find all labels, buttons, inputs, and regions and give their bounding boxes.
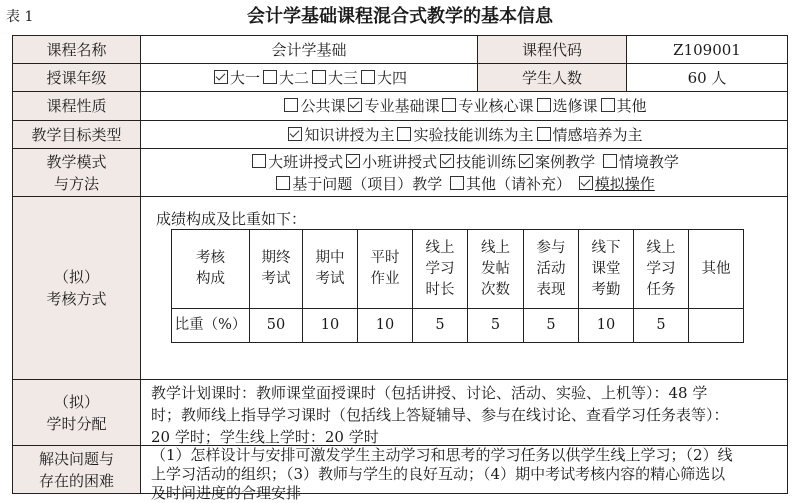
method-option[interactable]: 技能训练 xyxy=(437,153,516,171)
method-option[interactable]: 情境教学 xyxy=(600,153,679,171)
students-label: 学生人数 xyxy=(477,63,627,92)
checkbox-checked-icon xyxy=(348,98,362,112)
course-name-value: 会计学基础 xyxy=(140,35,478,64)
method-option[interactable]: 案例教学 xyxy=(516,153,595,171)
checkbox-icon xyxy=(361,70,375,84)
weight-cell: 5 xyxy=(468,309,524,343)
weight-cell: 5 xyxy=(413,309,468,343)
weight-cell xyxy=(689,309,744,343)
nature-option[interactable]: 专业核心课 xyxy=(439,95,533,117)
weight-values-row xyxy=(172,309,744,343)
methods-label: 教学模式 与方法 xyxy=(12,148,141,197)
course-code-label: 课程代码 xyxy=(477,35,627,64)
objective-option[interactable]: 实验技能训练为主 xyxy=(394,124,533,146)
component-cell: 线上 学习 时长 xyxy=(413,230,468,309)
checkbox-icon xyxy=(601,98,615,112)
assessment-intro: 成绩构成及比重如下： xyxy=(156,210,307,228)
nature-option[interactable]: 选修课 xyxy=(534,95,598,117)
nature-options xyxy=(140,91,788,121)
weight-header-row xyxy=(172,230,744,309)
course-code-value: Z109001 xyxy=(626,35,788,64)
grade-option[interactable]: 大三 xyxy=(309,67,358,89)
weight-cell: 10 xyxy=(303,309,358,343)
table-title: 会计学基础课程混合式教学的基本信息 xyxy=(247,6,553,27)
component-cell: 期中 考试 xyxy=(303,230,358,309)
checkbox-icon xyxy=(450,176,464,190)
checkbox-checked-icon xyxy=(346,154,360,168)
checkbox-icon xyxy=(537,98,551,112)
method-option[interactable]: 大班讲授式 xyxy=(249,153,343,171)
nature-option[interactable]: 公共课 xyxy=(281,95,345,117)
component-cell: 线上 发帖 次数 xyxy=(468,230,524,309)
course-name-label: 课程名称 xyxy=(12,35,141,64)
checkbox-icon xyxy=(276,176,290,190)
nature-option[interactable]: 专业基础课 xyxy=(345,95,439,117)
objective-option[interactable]: 情感培养为主 xyxy=(534,124,643,146)
weight-table xyxy=(171,229,744,343)
grade-options xyxy=(140,63,478,92)
component-cell: 期终 考试 xyxy=(250,230,303,309)
difficulties-text: （1）怎样设计与安排可激发学生主动学习和思考的学习任务以供学生线上学习；（2）线 上学习活动的组织；（3）教师与学生的良好互动；（4）期中考试考核内容的精心筛选以 及时间进度的合理安排 xyxy=(140,445,788,494)
students-value: 60 人 xyxy=(626,63,788,92)
methods-options xyxy=(140,148,788,197)
checkbox-checked-icon xyxy=(214,70,228,84)
component-cell: 平时 作业 xyxy=(358,230,413,309)
checkbox-icon xyxy=(397,127,411,141)
component-cell: 线下 课堂 考勤 xyxy=(579,230,634,309)
component-cell: 其他 xyxy=(689,230,744,309)
checkbox-icon xyxy=(312,70,326,84)
objective-option[interactable]: 知识讲授为主 xyxy=(285,124,394,146)
checkbox-checked-icon xyxy=(519,154,533,168)
hours-label: （拟） 学时分配 xyxy=(12,379,141,446)
weight-cell: 50 xyxy=(250,309,303,343)
nature-option[interactable]: 其他 xyxy=(598,95,647,117)
grade-option[interactable]: 大四 xyxy=(358,67,407,89)
hours-text: 教学计划课时：教师课堂面授课时（包括讲授、讨论、活动、实验、上机等）：48 学 时；教师线上指导学习课时（包括线上答疑辅导、参与在线讨论、查看学习任务表等）： 20 学时；学生线上学时：20 学时 xyxy=(140,379,788,446)
weight-header-label: 考核 构成 xyxy=(172,230,250,309)
method-option[interactable]: 模拟操作 xyxy=(576,175,655,193)
checkbox-icon xyxy=(263,70,277,84)
weight-row-label: 比重（%） xyxy=(172,309,250,343)
grade-option[interactable]: 大一 xyxy=(211,67,260,89)
checkbox-checked-icon xyxy=(440,154,454,168)
component-cell: 参与 活动 表现 xyxy=(524,230,579,309)
component-cell: 线上 学习 任务 xyxy=(634,230,689,309)
weight-cell: 10 xyxy=(579,309,634,343)
table-caption: 表 1 xyxy=(6,9,34,25)
grade-label: 授课年级 xyxy=(12,63,141,92)
checkbox-icon xyxy=(252,154,266,168)
grade-option[interactable]: 大二 xyxy=(260,67,309,89)
method-option[interactable]: 小班讲授式 xyxy=(343,153,437,171)
difficulties-label: 解决问题与 存在的困难 xyxy=(12,445,141,494)
checkbox-checked-icon xyxy=(288,127,302,141)
method-option[interactable]: 其他（请补充） xyxy=(447,175,571,193)
objective-options xyxy=(140,120,788,149)
checkbox-icon xyxy=(442,98,456,112)
method-option[interactable]: 基于问题（项目）教学 xyxy=(273,175,442,193)
checkbox-icon xyxy=(537,127,551,141)
nature-label: 课程性质 xyxy=(12,91,141,121)
checkbox-checked-icon xyxy=(579,176,593,190)
objective-label: 教学目标类型 xyxy=(12,120,141,149)
assessment-label: （拟） 考核方式 xyxy=(12,196,141,380)
weight-cell: 5 xyxy=(634,309,689,343)
weight-cell: 10 xyxy=(358,309,413,343)
checkbox-icon xyxy=(603,154,617,168)
checkbox-icon xyxy=(284,98,298,112)
weight-cell: 5 xyxy=(524,309,579,343)
